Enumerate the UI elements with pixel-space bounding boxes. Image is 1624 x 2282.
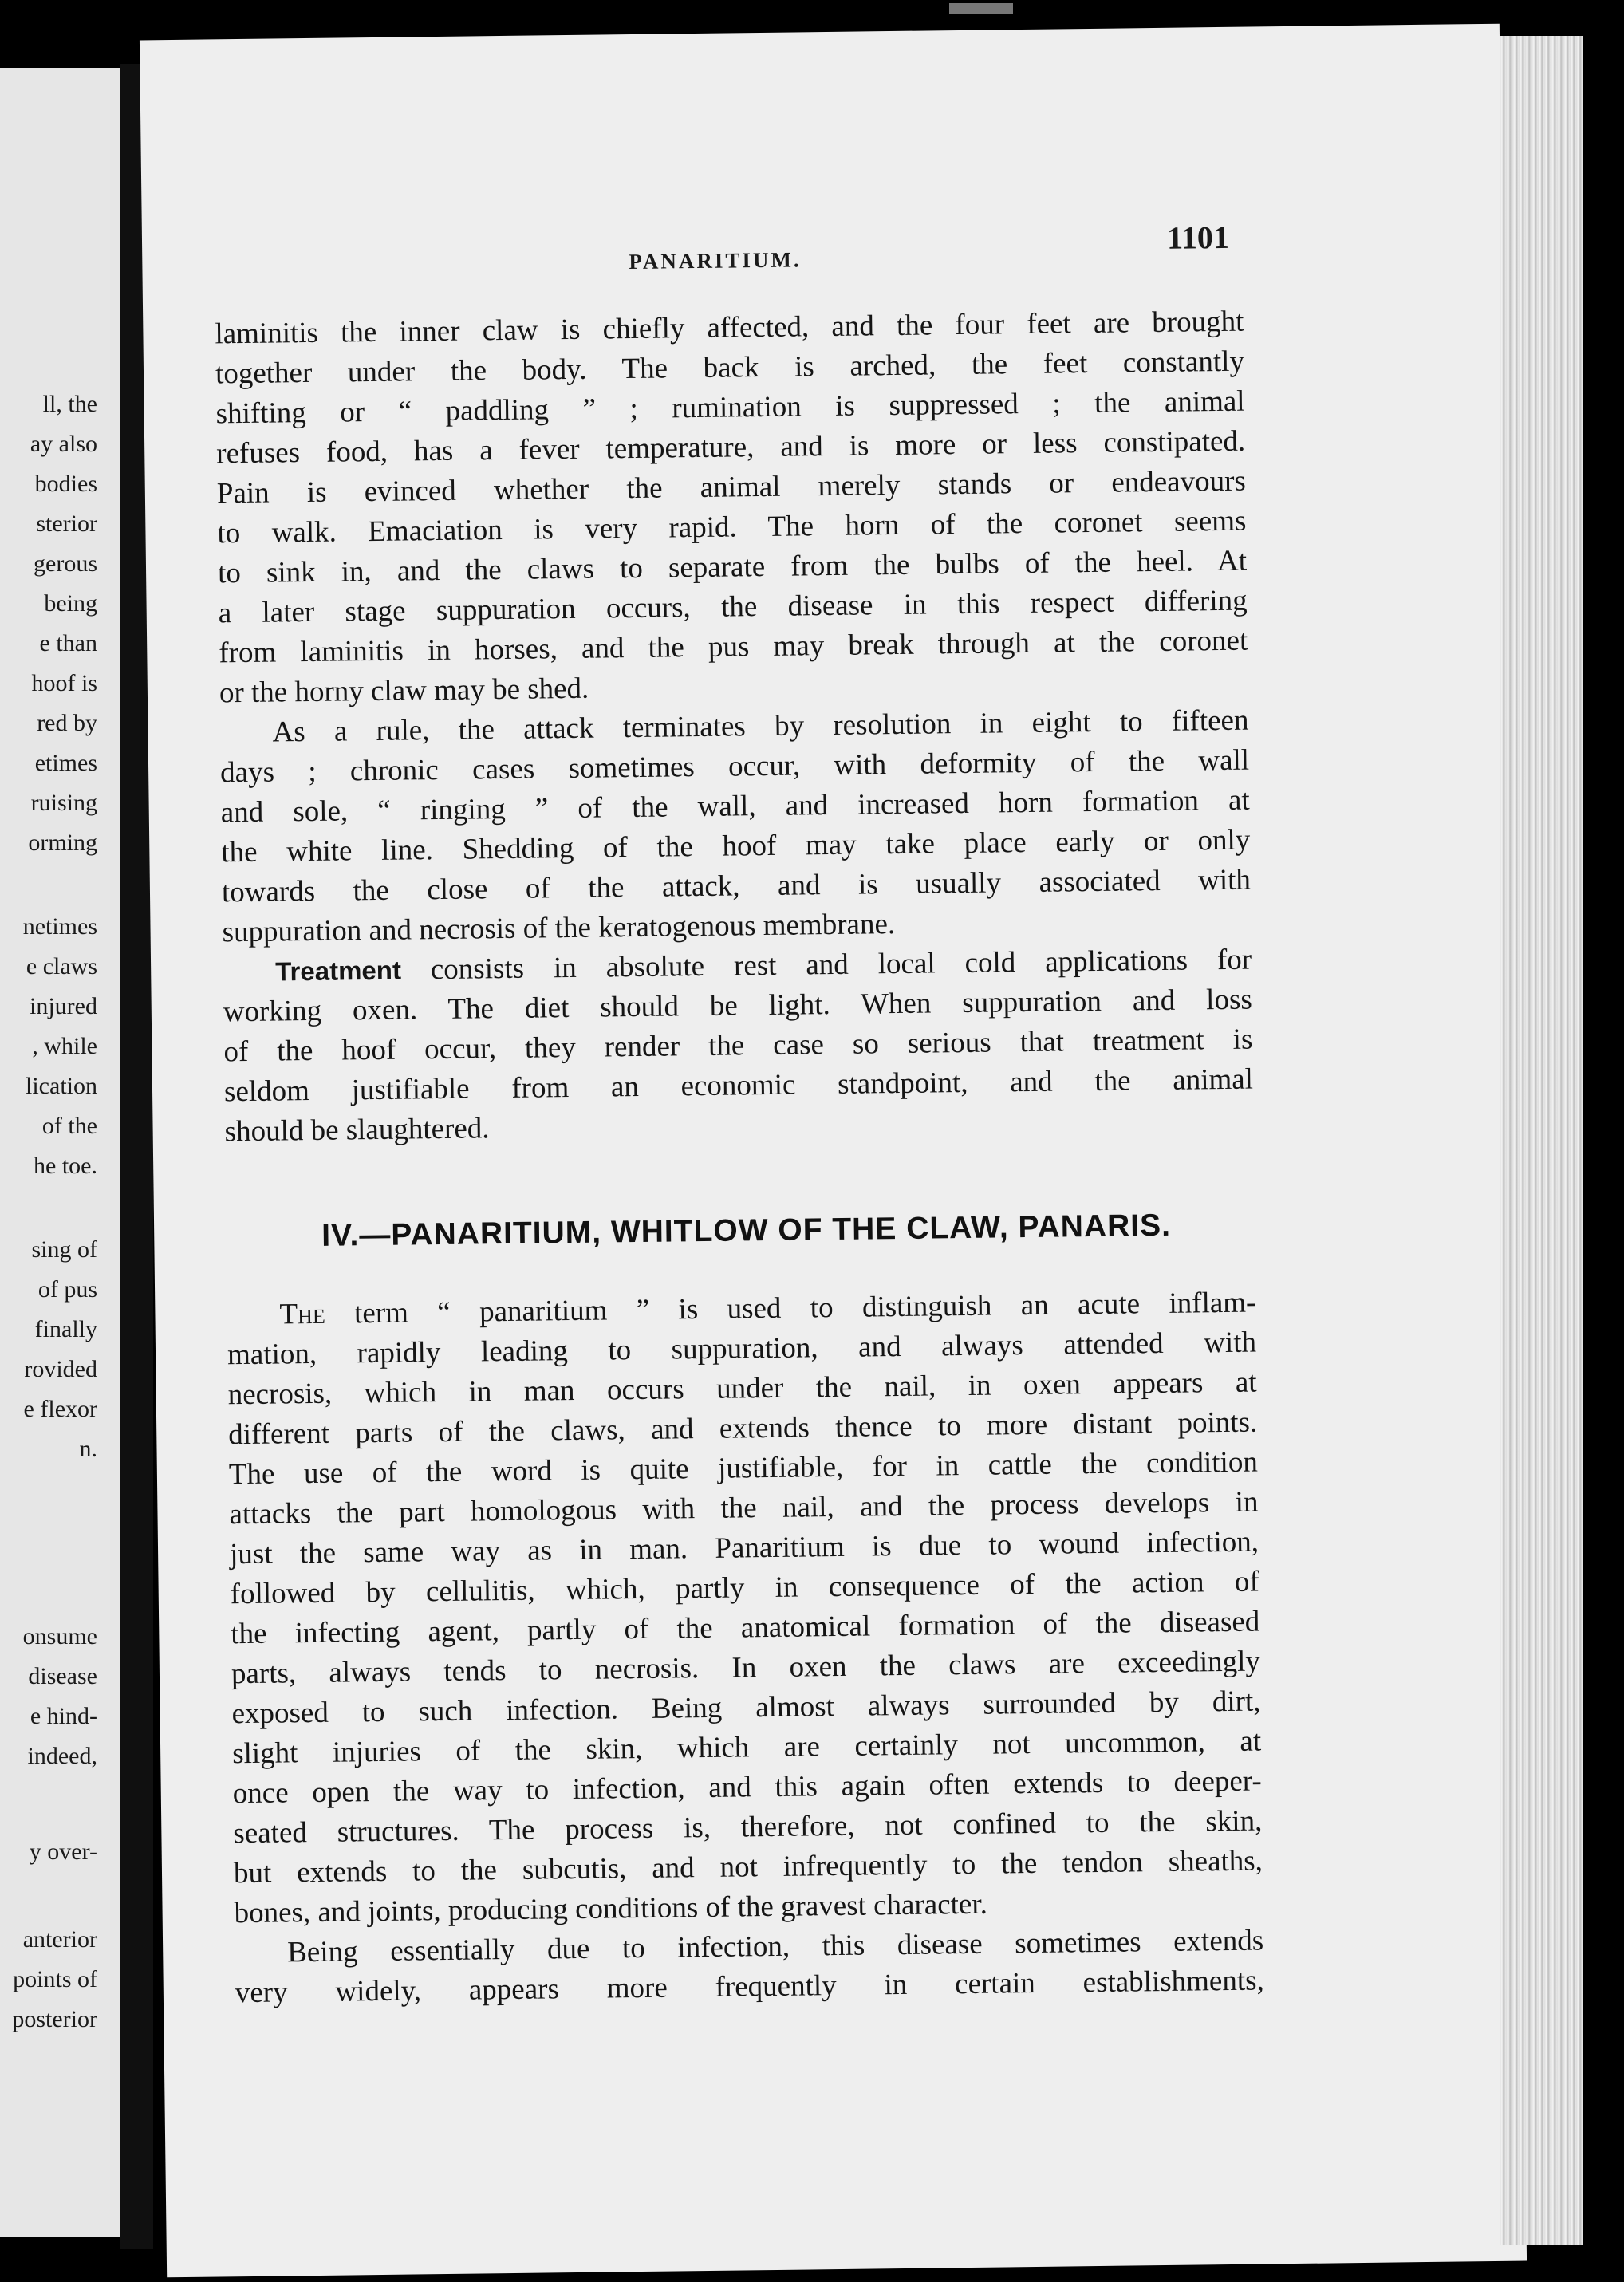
- text-line: seated structures. The process is, therefore, not confined to the skin,: [233, 1804, 1263, 1850]
- text-line: the white line. Shedding of the hoof may take place early or only: [221, 823, 1251, 869]
- text-line: very widely, appears more frequently in certain establishments,: [235, 1964, 1265, 2010]
- text-line: the infecting agent, partly of the anatomical formation of the diseased: [231, 1605, 1260, 1651]
- text-line: to walk. Emaciation is very rapid. The horn of the coronet seems: [217, 504, 1247, 550]
- page-edges: [1500, 36, 1583, 2245]
- facing-page-line: hoof is: [31, 670, 97, 696]
- text-line: attacks the part homologous with the nail, and the process develops in: [229, 1485, 1259, 1531]
- text-line: towards the close of the attack, and is usually associated with: [221, 863, 1252, 909]
- text-line: As a rule, the attack terminates by resolution in eight to fifteen: [272, 704, 1249, 749]
- facing-page-line: sterior: [36, 510, 97, 537]
- facing-page-line: bodies: [34, 471, 97, 497]
- page-number: 1101: [1166, 219, 1230, 256]
- facing-page-line: indeed,: [27, 1743, 97, 1769]
- facing-page-line: e flexor: [23, 1396, 97, 1422]
- text-line: Pain is evinced whether the animal merely stands or endeavours: [216, 464, 1247, 510]
- text-span: term “ panaritium ” is used to distinguish an acute inflam-: [325, 1286, 1256, 1330]
- facing-page-line: y over-: [29, 1839, 97, 1865]
- text-span: consists in absolute rest and local cold applications for: [400, 943, 1252, 987]
- facing-page-fragment: [0, 68, 120, 2237]
- text-line: to sink in, and the claws to separate from the bulbs of the heel. At: [217, 544, 1248, 590]
- facing-page-line: e than: [39, 630, 97, 656]
- text-line: once open the way to infection, and this again often extends to deeper-: [232, 1764, 1262, 1811]
- text-line: together under the body. The back is arched, the feet constantly: [215, 345, 1245, 391]
- text-line: working oxen. The diet should be light. When suppuration and loss: [223, 983, 1252, 1029]
- section-heading: IV.—PANARITIUM, WHITLOW OF THE CLAW, PANARIS.: [321, 1208, 1172, 1253]
- text-line: suppuration and necrosis of the keratogenous membrane.: [222, 908, 896, 949]
- facing-page-line: of the: [41, 1113, 97, 1139]
- facing-page-line: sing of: [31, 1236, 97, 1263]
- facing-page-line: red by: [37, 710, 97, 736]
- scan-border: [1583, 36, 1624, 2245]
- facing-page-line: of pus: [37, 1276, 97, 1303]
- facing-page-line: rovided: [24, 1356, 97, 1382]
- facing-page-line: ll, the: [42, 391, 97, 417]
- facing-page-line: onsume: [22, 1623, 97, 1649]
- text-line: bones, and joints, producing conditions of the gravest character.: [234, 1887, 988, 1930]
- facing-page-line: ruising: [30, 790, 97, 816]
- facing-page-line: disease: [28, 1663, 97, 1689]
- treatment-run-in-heading: Treatment: [274, 955, 402, 987]
- running-head: PANARITIUM.: [629, 247, 802, 274]
- scan-artifact: [949, 3, 1013, 14]
- text-line: shifting or “ paddling ” ; rumination is suppressed ; the animal: [215, 384, 1245, 431]
- text-line: days ; chronic cases sometimes occur, with deformity of the wall: [219, 743, 1250, 790]
- text-line: The use of the word is quite justifiable, for in cattle the condition: [228, 1445, 1259, 1492]
- facing-page-line: netimes: [22, 913, 97, 940]
- facing-page-line: , while: [32, 1033, 97, 1059]
- text-line: laminitis the inner claw is chiefly affected, and the four feet are brought: [215, 305, 1244, 351]
- text-line: from laminitis in horses, and the pus may break through at the coronet: [219, 624, 1248, 670]
- text-line: parts, always tends to necrosis. In oxen the claws are exceedingly: [231, 1645, 1261, 1691]
- body-text: [143, 299, 1503, 2010]
- text-line: mation, rapidly leading to suppuration, and always attended with: [227, 1326, 1257, 1372]
- text-line: different parts of the claws, and extends thence to more distant points.: [228, 1405, 1258, 1452]
- facing-page-line: finally: [34, 1316, 97, 1342]
- text-line: seldom justifiable from an economic standpoint, and the animal: [223, 1062, 1254, 1109]
- text-line: of the hoof occur, they render the case so serious that treatment is: [223, 1023, 1253, 1069]
- facing-page-line: points of: [13, 1966, 97, 1992]
- text-line: just the same way as in man. Panaritium is due to wound infection,: [229, 1525, 1259, 1571]
- facing-page-line: e hind-: [30, 1703, 97, 1729]
- facing-page-line: e claws: [26, 953, 97, 979]
- facing-page-line: he toe.: [34, 1153, 97, 1179]
- facing-page-line: etimes: [34, 750, 97, 776]
- text-line: refuses food, has a fever temperature, and is more or less constipated.: [216, 424, 1246, 471]
- text-line: necrosis, which in man occurs under the nail, in oxen appears at: [227, 1366, 1257, 1412]
- facing-page-line: gerous: [34, 550, 97, 577]
- text-line: and sole, “ ringing ” of the wall, and increased horn formation at: [220, 783, 1250, 830]
- text-line: or the horny claw may be shed.: [219, 672, 589, 710]
- text-line: a later stage suppuration occurs, the disease in this respect differing: [218, 584, 1248, 630]
- text-line: but extends to the subcutis, and not infrequently to the tendon sheaths,: [233, 1844, 1263, 1890]
- facing-page-line: ay also: [30, 431, 97, 457]
- text-line: slight injuries of the skin, which are certainly not uncommon, at: [231, 1724, 1262, 1771]
- facing-page-line: n.: [79, 1436, 97, 1462]
- text-line: Being essentially due to infection, this disease sometimes extends: [286, 1924, 1264, 1969]
- facing-page-line: anterior: [22, 1926, 97, 1953]
- facing-page-line: posterior: [12, 2006, 97, 2032]
- facing-page-line: orming: [28, 830, 97, 856]
- facing-page-line: injured: [30, 993, 97, 1019]
- lead-word: The: [279, 1297, 325, 1331]
- text-line: should be slaughtered.: [224, 1112, 490, 1149]
- facing-page-line: being: [44, 590, 97, 617]
- book-page: [140, 24, 1527, 2278]
- text-line: exposed to such infection. Being almost always surrounded by dirt,: [231, 1685, 1261, 1731]
- facing-page-line: lication: [26, 1073, 97, 1099]
- text-line: followed by cellulitis, which, partly in consequence of the action of: [230, 1565, 1259, 1611]
